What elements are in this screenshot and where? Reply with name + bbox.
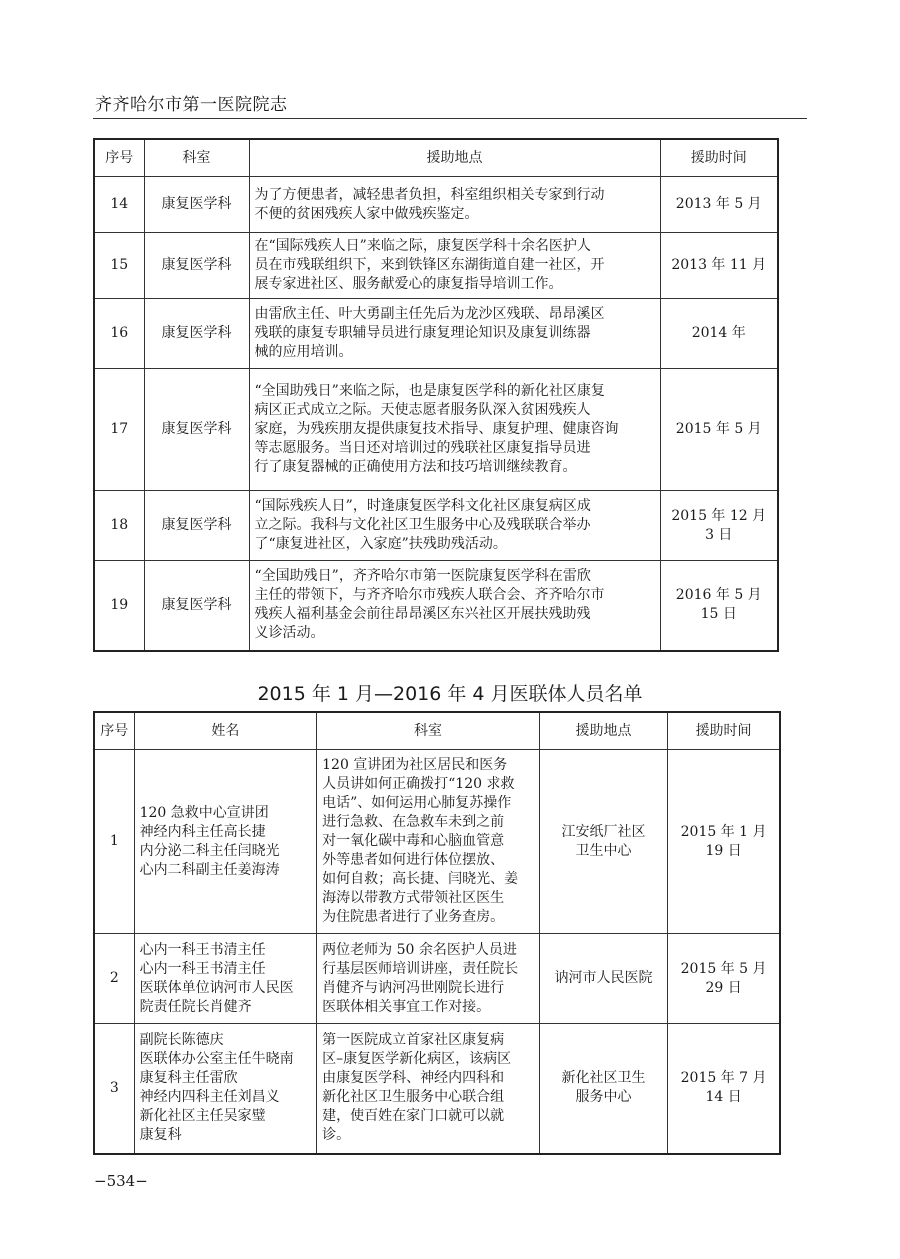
detail-line: 建，使百姓在家门口就可以就 xyxy=(322,1108,505,1125)
name-line: 院责任院长肖健齐 xyxy=(139,998,252,1015)
row-names xyxy=(134,1024,317,1154)
location-line: 不便的贫困残疾人家中做残疾鉴定。 xyxy=(254,205,479,222)
column-header-index: 序号 xyxy=(94,712,134,750)
table-row xyxy=(94,299,778,369)
detail-line: 对一氧化碳中毒和心脑血管意 xyxy=(322,833,505,849)
row-time: 2015 年 1 月 19 日 xyxy=(668,750,780,934)
aid-activities-table xyxy=(93,138,779,652)
row-department-detail xyxy=(317,1024,540,1154)
row-index: 1 xyxy=(94,750,134,934)
row-location xyxy=(249,561,660,651)
detail-line: 如何自救；高长捷、闫晓光、姜 xyxy=(322,871,519,887)
row-time: 2016 年 5 月 15 日 xyxy=(660,561,778,651)
column-header-time: 援助时间 xyxy=(668,712,780,750)
table-row xyxy=(94,561,778,651)
row-department: 康复医学科 xyxy=(144,561,249,651)
row-index: 19 xyxy=(94,561,144,651)
table-row xyxy=(94,233,778,299)
detail-line: 医联体相关事宜工作对接。 xyxy=(322,998,491,1015)
detail-line: 电话”、如何运用心肺复苏操作 xyxy=(322,795,512,811)
name-line: 副院长陈德庆 xyxy=(139,1032,224,1049)
location-line: 义诊活动。 xyxy=(254,625,325,642)
detail-line: 诊。 xyxy=(322,1127,351,1144)
table-header-row xyxy=(94,139,778,177)
name-line: 心内一科王书清主任 xyxy=(139,960,266,977)
detail-line: 行基层医师培训讲座，责任院长 xyxy=(322,960,519,977)
name-line: 康复科 xyxy=(139,1127,182,1144)
detail-line: 两位老师为 50 余名医护人员进 xyxy=(322,941,517,958)
row-index: 14 xyxy=(94,177,144,233)
row-index: 2 xyxy=(94,934,134,1024)
table-row xyxy=(94,369,778,491)
medical-alliance-staff-table xyxy=(93,711,781,1155)
location-line: 残疾人福利基金会前往昂昂溪区东兴社区开展扶残助残 xyxy=(254,606,591,623)
row-time: 2015 年 12 月 3 日 xyxy=(660,491,778,561)
name-line: 内分泌二科主任闫晓光 xyxy=(139,842,280,859)
location-line: 械的应用培训。 xyxy=(254,344,353,360)
detail-line: 外等患者如何进行体位摆放、 xyxy=(322,852,505,868)
detail-line: 肖健齐与讷河冯世刚院长进行 xyxy=(322,979,505,996)
row-department-detail xyxy=(317,750,540,934)
book-title: 齐齐哈尔市第一医院院志 xyxy=(95,95,288,115)
row-location xyxy=(249,369,660,491)
column-header-department: 科室 xyxy=(144,139,249,177)
detail-line: 第一医院成立首家社区康复病 xyxy=(322,1032,505,1049)
name-line: 康复科主任雷欣 xyxy=(139,1070,238,1087)
name-line: 神经内科主任高长捷 xyxy=(139,823,266,840)
location-line: 江安纸厂社区 xyxy=(561,823,646,840)
row-location xyxy=(249,299,660,369)
table-row xyxy=(94,1024,780,1154)
header-divider xyxy=(93,118,807,119)
table-row xyxy=(94,750,780,934)
row-time: 2015 年 5 月 xyxy=(660,369,778,491)
row-index: 3 xyxy=(94,1024,134,1154)
location-line: 了“康复进社区，入家庭”扶残助残活动。 xyxy=(254,536,507,552)
page-number: −534− xyxy=(94,1172,148,1190)
row-location xyxy=(249,177,660,233)
column-header-time: 援助时间 xyxy=(660,139,778,177)
column-header-name: 姓名 xyxy=(134,712,317,750)
name-line: 医联体单位讷河市人民医 xyxy=(139,979,294,996)
detail-line: 人员讲如何正确拨打“120 求救 xyxy=(322,776,515,792)
name-line: 新化社区主任吴家璧 xyxy=(139,1108,266,1125)
row-time: 2015 年 7 月 14 日 xyxy=(668,1024,780,1154)
row-department-detail xyxy=(317,934,540,1024)
row-time: 2014 年 xyxy=(660,299,778,369)
location-line: “全国助残日”来临之际，也是康复医学科的新化社区康复 xyxy=(254,383,605,399)
column-header-location: 援助地点 xyxy=(539,712,667,750)
row-department: 康复医学科 xyxy=(144,369,249,491)
location-line: 卫生中心 xyxy=(575,842,632,859)
row-location xyxy=(249,491,660,561)
row-location xyxy=(539,1024,667,1154)
row-names xyxy=(134,750,317,934)
name-line: 120 急救中心宣讲团 xyxy=(139,804,269,821)
location-line: 讷河市人民医院 xyxy=(554,970,653,986)
row-index: 15 xyxy=(94,233,144,299)
row-time: 2013 年 11 月 xyxy=(660,233,778,299)
detail-line: 为住院患者进行了业务查房。 xyxy=(322,909,505,925)
location-line: 等志愿服务。当日还对培训过的残联社区康复指导员进 xyxy=(254,440,591,456)
location-line: 为了方便患者，减轻患者负担，科室组织相关专家到行动 xyxy=(254,186,605,203)
column-header-index: 序号 xyxy=(94,139,144,177)
row-location xyxy=(539,934,667,1024)
row-time: 2013 年 5 月 xyxy=(660,177,778,233)
detail-line: 由康复医学科、神经内四科和 xyxy=(322,1070,505,1087)
name-line: 心内一科王书清主任 xyxy=(139,941,266,958)
name-line: 医联体办公室主任牛晓南 xyxy=(139,1051,294,1068)
location-line: “全国助残日”，齐齐哈尔市第一医院康复医学科在雷欣 xyxy=(254,568,591,585)
location-line: 展专家进社区、服务献爱心的康复指导培训工作。 xyxy=(254,276,563,292)
location-line: 服务中心 xyxy=(575,1089,632,1106)
detail-line: 区–康复医学新化病区，该病区 xyxy=(322,1051,512,1068)
location-line: 立之际。我科与文化社区卫生服务中心及残联联合举办 xyxy=(254,517,591,533)
row-index: 17 xyxy=(94,369,144,491)
table-row xyxy=(94,934,780,1024)
row-department: 康复医学科 xyxy=(144,177,249,233)
row-index: 16 xyxy=(94,299,144,369)
detail-line: 海涛以带教方式带领社区医生 xyxy=(322,890,505,906)
row-location xyxy=(249,233,660,299)
location-line: 由雷欣主任、叶大勇副主任先后为龙沙区残联、昂昂溪区 xyxy=(254,306,605,322)
name-line: 神经内四科主任刘昌义 xyxy=(139,1089,280,1106)
row-time: 2015 年 5 月 29 日 xyxy=(668,934,780,1024)
detail-line: 新化社区卫生服务中心联合组 xyxy=(322,1089,505,1106)
column-header-department: 科室 xyxy=(317,712,540,750)
location-line: 残联的康复专职辅导员进行康复理论知识及康复训练器 xyxy=(254,325,591,341)
table-header-row xyxy=(94,712,780,750)
column-header-location: 援助地点 xyxy=(249,139,660,177)
row-index: 18 xyxy=(94,491,144,561)
detail-line: 进行急救、在急救车未到之前 xyxy=(322,814,505,830)
row-names xyxy=(134,934,317,1024)
location-line: 新化社区卫生 xyxy=(561,1070,646,1087)
location-line: “国际残疾人日”，时逢康复医学科文化社区康复病区成 xyxy=(254,498,591,514)
table-row xyxy=(94,177,778,233)
row-department: 康复医学科 xyxy=(144,233,249,299)
location-line: 在“国际残疾人日”来临之际，康复医学科十余名医护人 xyxy=(254,238,591,254)
location-line: 家庭，为残疾朋友提供康复技术指导、康复护理、健康咨询 xyxy=(254,421,619,437)
row-department: 康复医学科 xyxy=(144,491,249,561)
location-line: 主任的带领下，与齐齐哈尔市残疾人联合会、齐齐哈尔市 xyxy=(254,587,605,604)
row-department: 康复医学科 xyxy=(144,299,249,369)
name-line: 心内二科副主任姜海涛 xyxy=(139,861,280,878)
location-line: 行了康复器械的正确使用方法和技巧培训继续教育。 xyxy=(254,459,577,475)
location-line: 病区正式成立之际。天使志愿者服务队深入贫困残疾人 xyxy=(254,402,591,418)
row-location xyxy=(539,750,667,934)
section-title: 2015 年 1 月—2016 年 4 月医联体人员名单 xyxy=(257,683,643,705)
location-line: 员在市残联组织下，来到铁锋区东湖街道自建一社区，开 xyxy=(254,257,605,273)
table-row xyxy=(94,491,778,561)
detail-line: 120 宣讲团为社区居民和医务 xyxy=(322,757,508,773)
